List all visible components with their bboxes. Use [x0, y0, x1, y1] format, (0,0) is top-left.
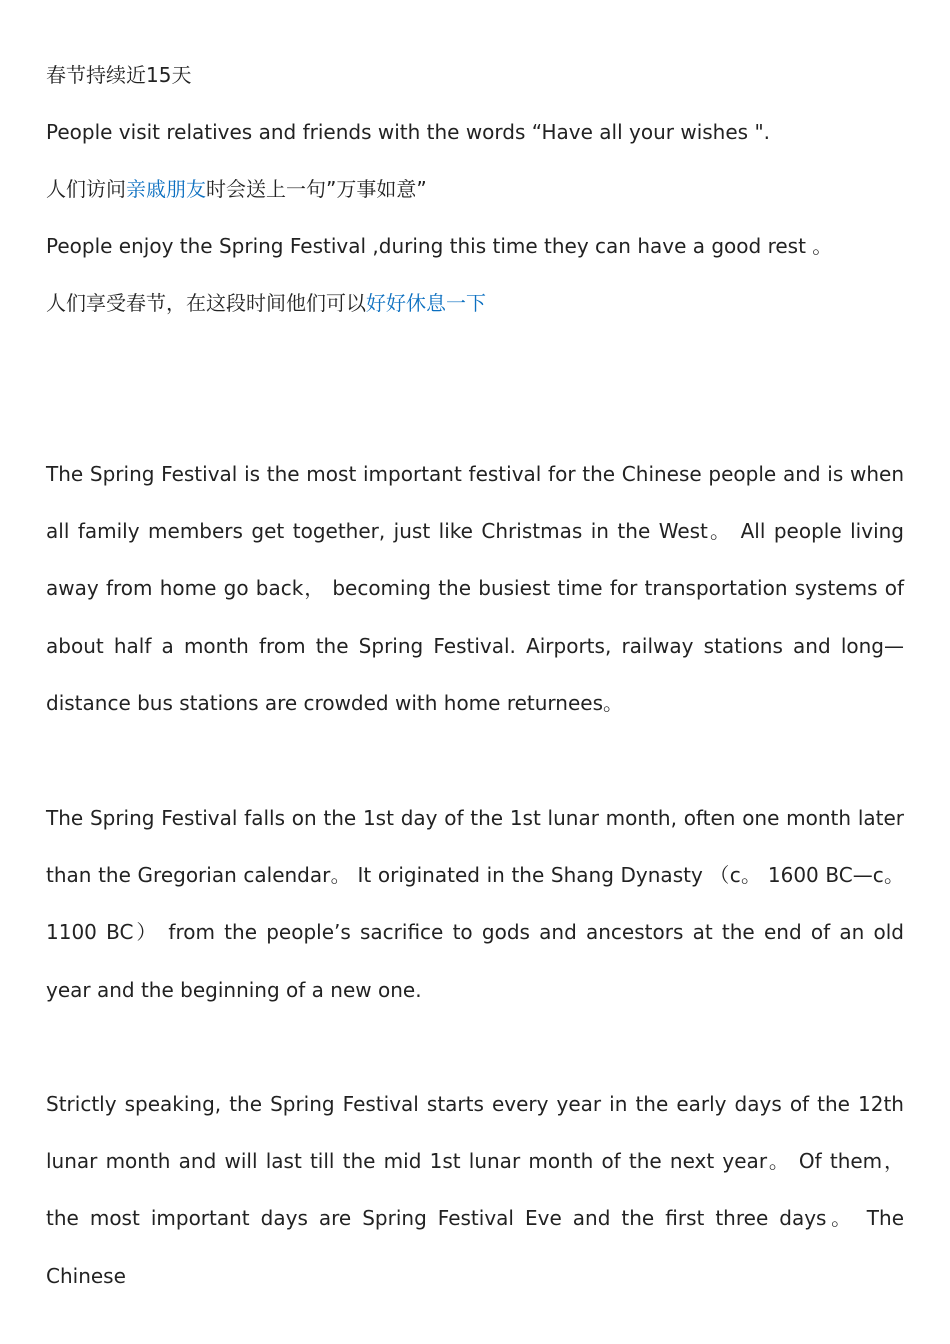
line-enjoy-festival-en: People enjoy the Spring Festival ,during this time they can have a good rest 。 — [46, 234, 833, 258]
line-visit-relatives-en: People visit relatives and friends with the words “Have all your wishes ". — [46, 120, 770, 144]
paragraph-origin: The Spring Festival falls on the 1st day of the 1st lunar month, often one month later than the Gregorian calendar。 It originated in the Shang Dynasty （c。 1600 BC—c。 1100 BC） from the people’s sacrifice to gods and ancestors at the end of an old year and the beginning of a new one. — [46, 806, 904, 1002]
line-visit-relatives-zh — [46, 174, 427, 204]
line-text: 人们享受春节，在这段时间他们可以 — [46, 291, 366, 315]
link-good-rest[interactable]: 好好休息一下 — [366, 291, 486, 315]
line-text: 时会送上一句”万事如意” — [206, 177, 427, 201]
line-text: 人们访问 — [46, 177, 126, 201]
paragraph-importance: The Spring Festival is the most important festival for the Chinese people and is when all family members get together, just like Christmas in the West。 All people living away from home go back， becoming the busiest time for transportation systems of about half a month from the Spring Festival. Airports, railway stations and long—distance bus stations are crowded with home returnees。 — [46, 462, 904, 715]
heading-line-duration: 春节持续近15天 — [46, 63, 192, 87]
line-enjoy-festival-zh — [46, 288, 486, 318]
link-relatives-friends[interactable]: 亲戚朋友 — [126, 177, 206, 201]
paragraph-duration: Strictly speaking, the Spring Festival starts every year in the early days of the 12th lunar month and will last till the mid 1st lunar month of the next year。 Of them， the most important days are Spring Festival Eve and the first three days。 The Chinese — [46, 1092, 904, 1288]
